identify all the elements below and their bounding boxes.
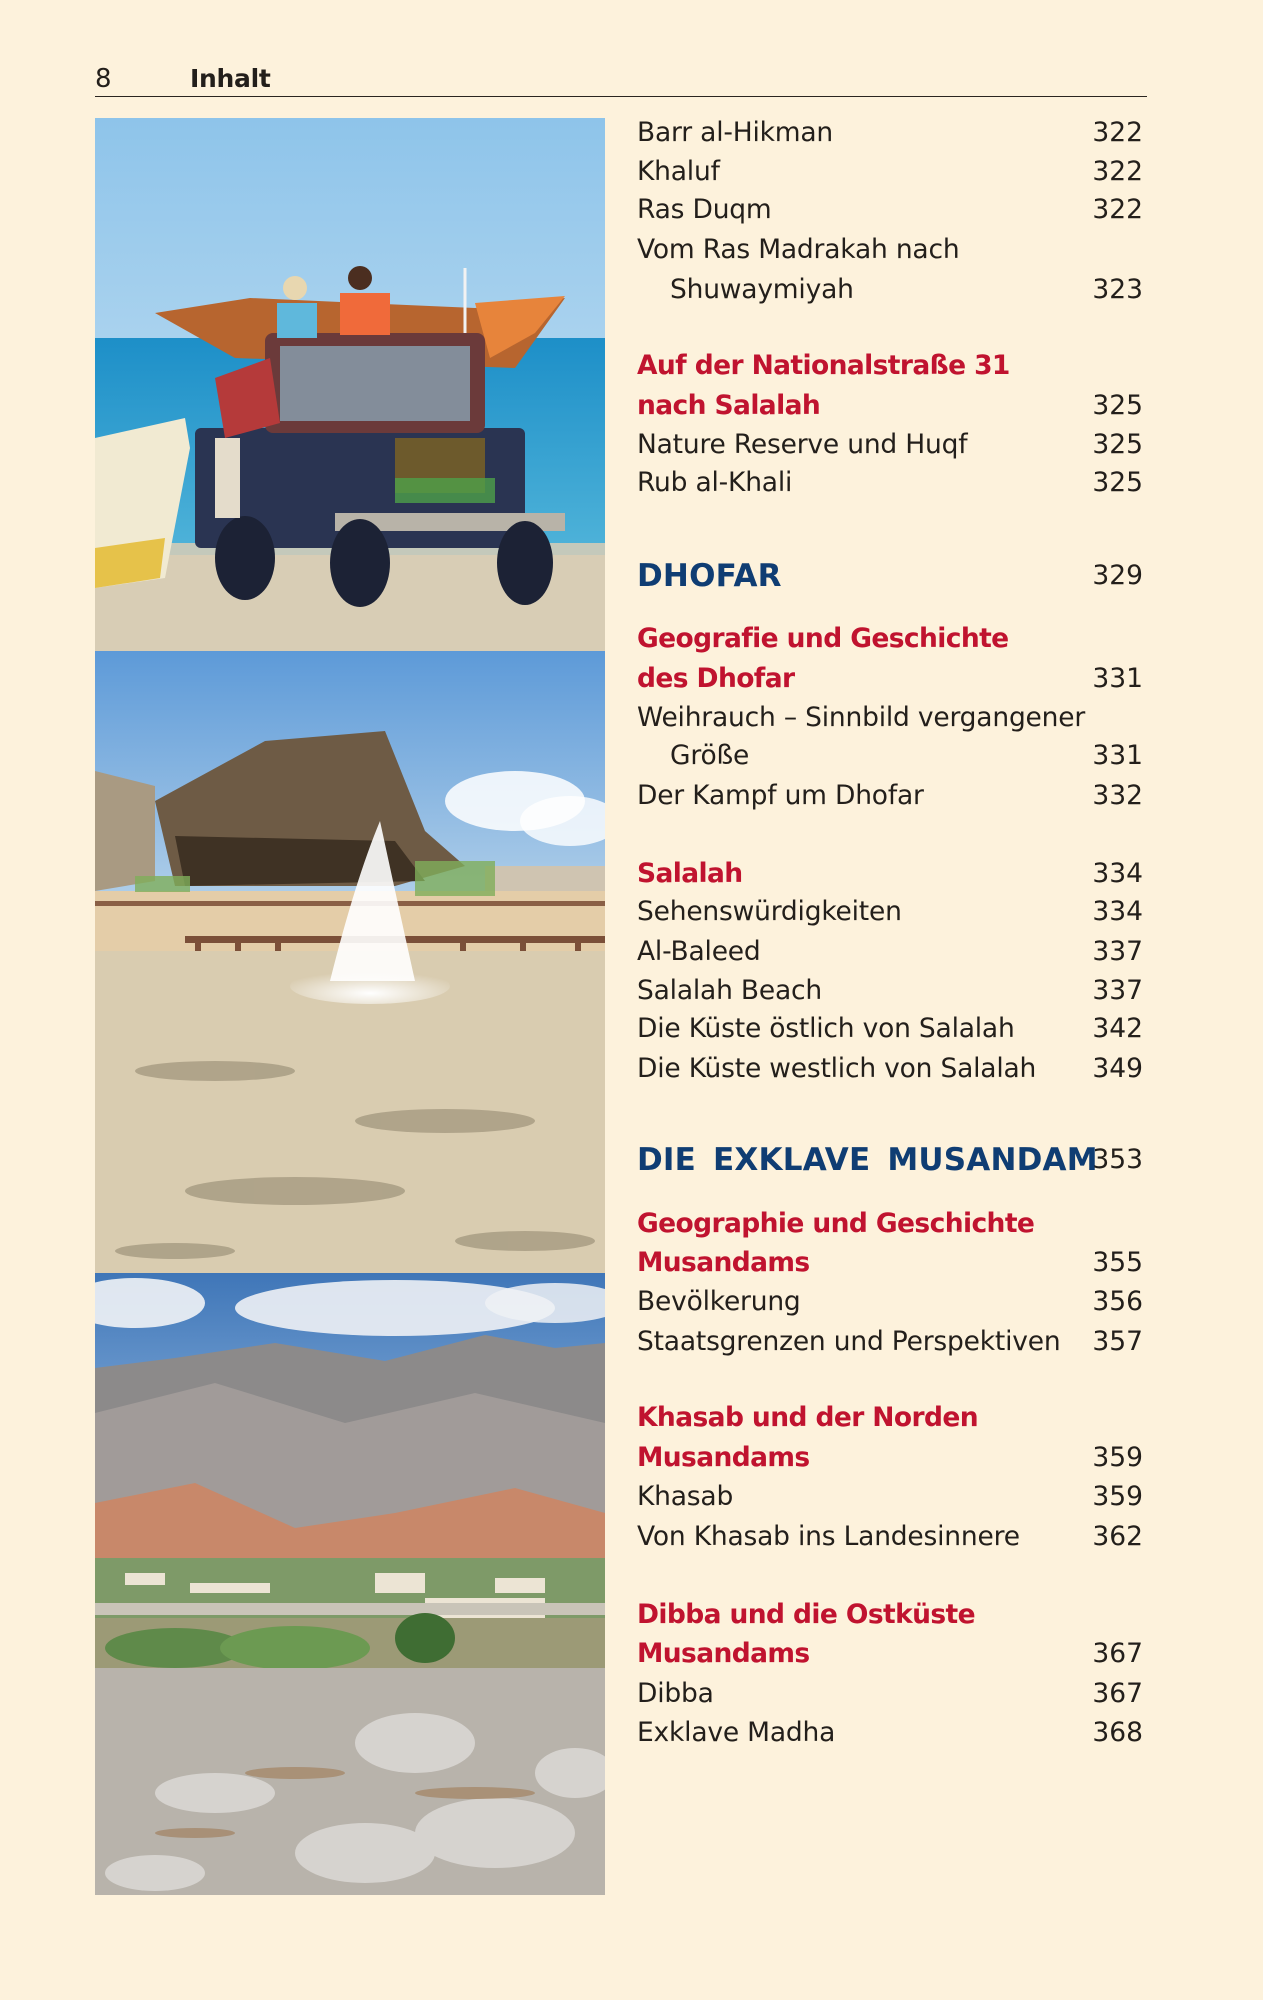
toc-label: Ras Duqm (637, 194, 772, 225)
running-head: Inhalt (190, 64, 271, 93)
toc-entry[interactable] (637, 893, 1147, 931)
toc-page-number: 359 (1092, 1481, 1143, 1512)
toc-page-number: 332 (1092, 780, 1143, 811)
toc-label: Musandams (637, 1247, 810, 1278)
toc-section-heading[interactable] (637, 855, 1147, 893)
toc-entry[interactable] (637, 1478, 1147, 1516)
toc-label: Salalah Beach (637, 975, 822, 1006)
toc-entry[interactable] (637, 1283, 1147, 1321)
toc-section-heading[interactable] (637, 387, 1147, 425)
toc-label: Weihrauch – Sinnbild vergangener (637, 702, 1086, 733)
toc-page-number: 334 (1092, 858, 1143, 889)
toc-page-number: 323 (1092, 274, 1143, 305)
toc-page-number: 322 (1092, 194, 1143, 225)
toc-label: Khasab und der Norden (637, 1402, 978, 1433)
toc-section-heading[interactable] (637, 1399, 1147, 1437)
toc-page-number: 325 (1092, 467, 1143, 498)
toc-entry[interactable] (637, 114, 1147, 152)
toc-section-heading[interactable] (637, 1635, 1147, 1673)
toc-chapter-heading[interactable] (637, 554, 1147, 598)
toc-label: DIE EXKLAVE MUSANDAM (637, 1142, 1098, 1178)
toc-entry[interactable] (637, 777, 1147, 815)
beach-truck-image (95, 118, 605, 651)
toc-label: Sehenswürdigkeiten (637, 896, 902, 927)
toc-page-number: 367 (1092, 1678, 1143, 1709)
photo-column (95, 118, 605, 1895)
photo-blowhole (95, 651, 605, 1273)
toc-page-number: 357 (1092, 1326, 1143, 1357)
toc-page-number: 331 (1092, 740, 1143, 771)
toc-page-number: 322 (1092, 117, 1143, 148)
toc-page-number: 349 (1092, 1053, 1143, 1084)
mountains-image (95, 1273, 605, 1895)
toc-label: Größe (670, 740, 750, 771)
toc-entry-continuation[interactable] (637, 271, 1147, 309)
toc-label: Bevölkerung (637, 1286, 801, 1317)
toc-page-number: 353 (1092, 1144, 1143, 1175)
toc-section-heading[interactable] (637, 1244, 1147, 1282)
toc-label: Dibba (637, 1678, 714, 1709)
toc-label: Vom Ras Madrakah nach (637, 234, 960, 265)
photo-beach-truck (95, 118, 605, 651)
toc-entry[interactable] (637, 191, 1147, 229)
toc-label: Nature Reserve und Huqf (637, 429, 968, 460)
toc-entry-continuation[interactable] (637, 737, 1147, 775)
toc-page-number: 334 (1092, 896, 1143, 927)
toc-page-number: 368 (1092, 1717, 1143, 1748)
toc-label: Salalah (637, 858, 743, 889)
toc-label: Geografie und Geschichte (637, 623, 1009, 654)
toc-section-heading[interactable] (637, 1205, 1147, 1243)
toc-page-number: 342 (1092, 1013, 1143, 1044)
toc-label: Dibba und die Ostküste (637, 1599, 975, 1630)
toc-section-heading[interactable] (637, 1439, 1147, 1477)
toc-page-number: 325 (1092, 429, 1143, 460)
toc-label: Auf der Nationalstraße 31 (637, 350, 1010, 381)
toc-label: Exklave Madha (637, 1717, 836, 1748)
toc-label: Khaluf (637, 156, 720, 187)
toc-label: Khasab (637, 1481, 734, 1512)
toc-section-heading[interactable] (637, 347, 1147, 385)
toc-entry[interactable] (637, 1518, 1147, 1556)
toc-label: nach Salalah (637, 390, 821, 421)
toc-section-heading[interactable] (637, 620, 1147, 658)
toc-chapter-heading[interactable] (637, 1138, 1147, 1182)
toc-entry[interactable] (637, 464, 1147, 502)
photo-mountains (95, 1273, 605, 1895)
toc-page-number: 337 (1092, 975, 1143, 1006)
blowhole-image (95, 651, 605, 1273)
toc-page-number: 337 (1092, 936, 1143, 967)
toc-entry[interactable] (637, 231, 1147, 269)
toc-label: Musandams (637, 1442, 810, 1473)
toc-page-number: 359 (1092, 1442, 1143, 1473)
toc-entry[interactable] (637, 1675, 1147, 1713)
toc-page-number: 331 (1092, 663, 1143, 694)
toc-entry[interactable] (637, 426, 1147, 464)
header-rule (95, 96, 1147, 97)
toc-entry[interactable] (637, 699, 1147, 737)
toc-page-number: 367 (1092, 1638, 1143, 1669)
toc-entry[interactable] (637, 972, 1147, 1010)
toc-page-number: 362 (1092, 1521, 1143, 1552)
toc-label: DHOFAR (637, 558, 782, 594)
toc-page-number: 356 (1092, 1286, 1143, 1317)
toc-entry[interactable] (637, 1010, 1147, 1048)
toc-label: Der Kampf um Dhofar (637, 780, 924, 811)
toc-entry[interactable] (637, 153, 1147, 191)
toc-section-heading[interactable] (637, 1596, 1147, 1634)
toc-entry[interactable] (637, 1714, 1147, 1752)
toc-page-number: 325 (1092, 390, 1143, 421)
toc-section-heading[interactable] (637, 660, 1147, 698)
toc-label: Die Küste östlich von Salalah (637, 1013, 1015, 1044)
toc-label: Barr al-Hikman (637, 117, 834, 148)
toc-label: Staatsgrenzen und Perspektiven (637, 1326, 1061, 1357)
toc-page-number: 355 (1092, 1247, 1143, 1278)
toc-label: Die Küste westlich von Salalah (637, 1053, 1037, 1084)
page-number: 8 (95, 64, 112, 94)
toc-label: des Dhofar (637, 663, 795, 694)
toc-entry[interactable] (637, 1050, 1147, 1088)
toc-page-number: 322 (1092, 156, 1143, 187)
toc-page-number: 329 (1092, 560, 1143, 591)
toc-entry[interactable] (637, 933, 1147, 971)
toc-label: Geographie und Geschichte (637, 1208, 1035, 1239)
toc-label: Musandams (637, 1638, 810, 1669)
toc-label: Rub al-Khali (637, 467, 793, 498)
toc-label: Al-Baleed (637, 936, 761, 967)
toc-label: Shuwaymiyah (670, 274, 854, 305)
toc-entry[interactable] (637, 1323, 1147, 1361)
toc-label: Von Khasab ins Landesinnere (637, 1521, 1020, 1552)
